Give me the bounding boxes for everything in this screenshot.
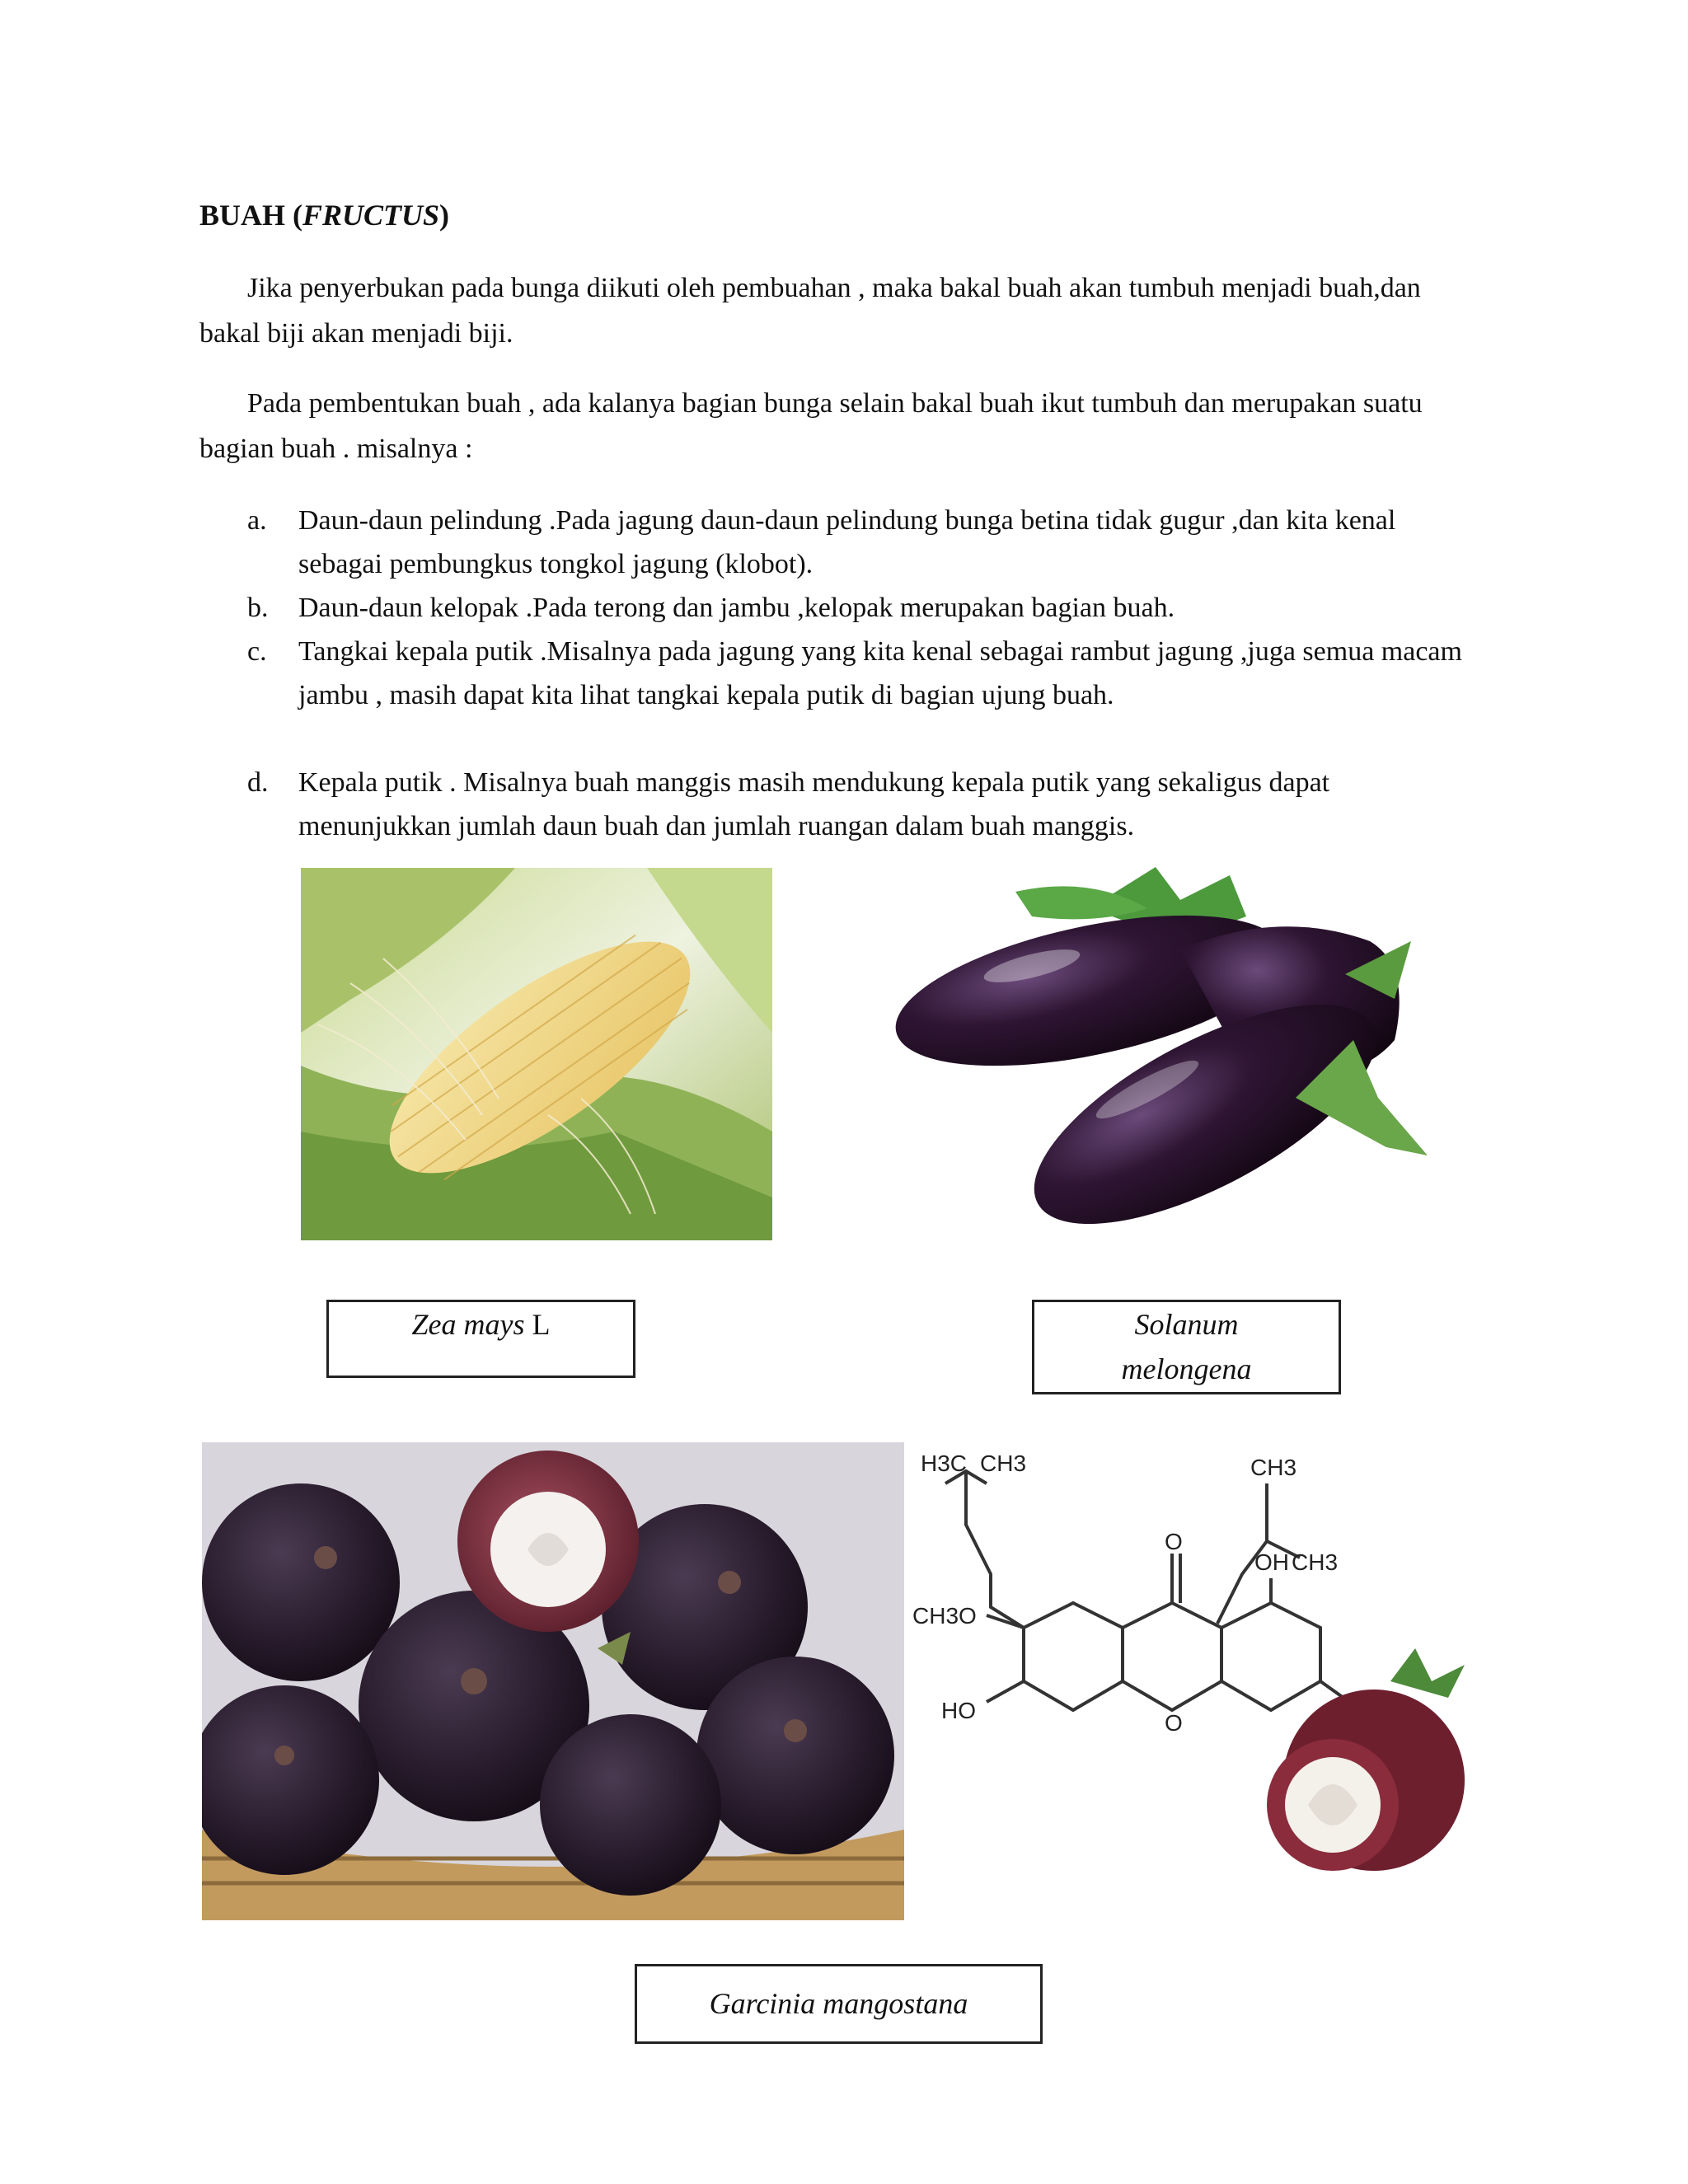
caption-eggplant: Solanum melongena bbox=[1032, 1300, 1341, 1394]
label-ch3-top: CH3 bbox=[980, 1451, 1027, 1476]
list-item-d: d. Kepala putik . Misalnya buah manggis masih mendukung kepala putik yang sekaligus dapat menunjukkan jumlah daun buah dan jumlah ruangan dalam buah manggis. bbox=[247, 767, 1330, 841]
label-oh-top: OH bbox=[1254, 1549, 1289, 1575]
label-ch3-right1: CH3 bbox=[1250, 1455, 1297, 1480]
label-ch3-right2: CH3 bbox=[1292, 1549, 1339, 1575]
caption-corn: Zea mays L bbox=[326, 1300, 635, 1378]
list-item-b: b. Daun-daun kelopak .Pada terong dan jambu ,kelopak merupakan bagian buah. bbox=[247, 593, 1175, 623]
page-title: BUAH (FRUCTUS) bbox=[199, 199, 450, 232]
label-o-carbonyl: O bbox=[1165, 1529, 1183, 1554]
label-h3c: H3C bbox=[921, 1451, 968, 1476]
mangostin-structure-diagram bbox=[904, 1434, 1493, 1937]
corn-photo bbox=[301, 868, 772, 1240]
paragraph-1: Jika penyerbukan pada bunga diikuti oleh pembuahan , maka bakal buah akan tumbuh menjadi buah,dan bakal biji akan menjadi biji. bbox=[199, 273, 1421, 349]
label-o-ring: O bbox=[1165, 1710, 1183, 1736]
list-item-a: a. Daun-daun pelindung .Pada jagung daun-daun pelindung bunga betina tidak gugur ,dan kita kenal sebagai pembungkus tongkol jagung (klobot). bbox=[247, 505, 1396, 579]
label-ch3o: CH3O bbox=[912, 1603, 977, 1629]
list-item-c: c. Tangkai kepala putik .Misalnya pada jagung yang kita kenal sebagai rambut jagung ,juga semua macam jambu , masih dapat kita lihat tangkai kepala putik di bagian ujung buah. bbox=[247, 636, 1462, 710]
mangosteen-basket-photo bbox=[202, 1442, 904, 1920]
paragraph-2: Pada pembentukan buah , ada kalanya bagian bunga selain bakal buah ikut tumbuh dan merupakan suatu bagian buah . misalnya : bbox=[199, 388, 1423, 464]
label-ho: HO bbox=[941, 1698, 976, 1723]
caption-mangosteen: Garcinia mangostana bbox=[635, 1964, 1043, 2044]
eggplant-photo bbox=[884, 851, 1469, 1240]
